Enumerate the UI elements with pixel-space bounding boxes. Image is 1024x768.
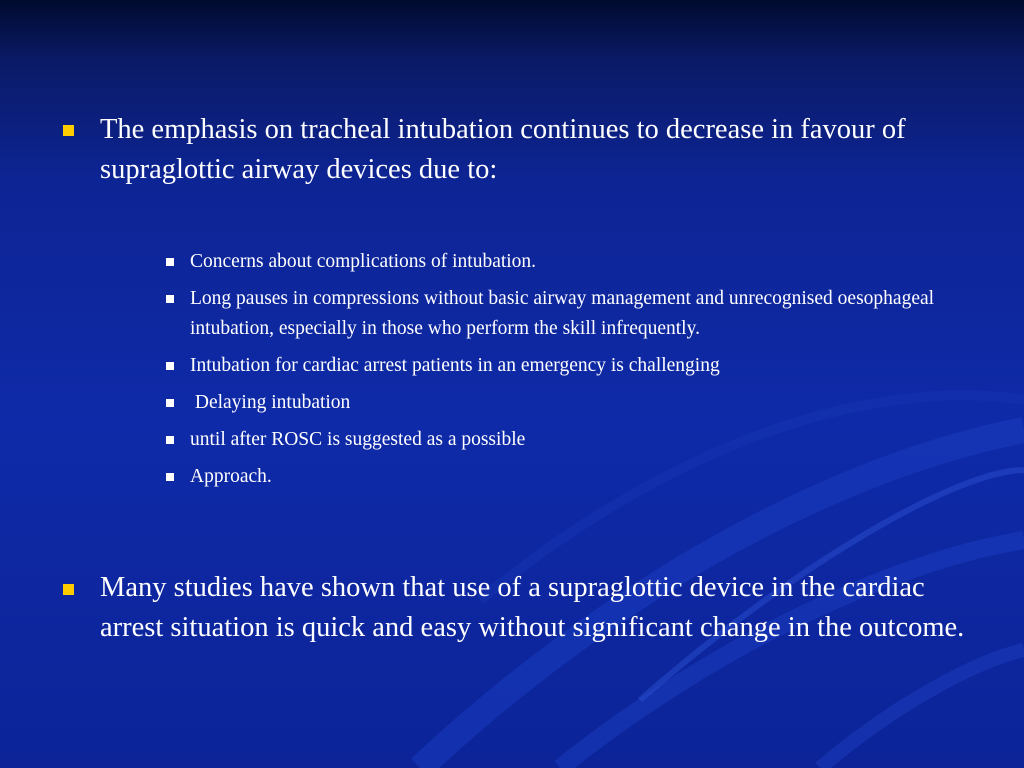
sub-bullet-marker [166,473,174,481]
sub-bullet-marker [166,362,174,370]
sub-bullet-item [190,247,950,277]
sub-bullet-list [190,247,950,499]
sub-bullet-item [190,351,950,381]
sub-bullet-item [190,425,950,455]
sub-bullet-marker [166,295,174,303]
sub-bullet-text: Long pauses in compressions without basic airway management and unrecognised oesophageal intubation, especially in those who perform the skill infrequently. [190,288,935,339]
sub-bullet-text: until after ROSC is suggested as a possible [190,429,526,450]
bullet-text-2: Many studies have shown that use of a supraglottic device in the cardiac arrest situation is quick and easy without significant change in the outcome. [100,572,965,643]
bullet-text-1: The emphasis on tracheal intubation continues to decrease in favour of supraglottic airway devices due to: [100,114,906,185]
sub-bullet-marker [166,258,174,266]
sub-bullet-item [190,388,950,418]
bullet-marker-2 [63,584,74,595]
sub-bullet-item [190,462,950,492]
sub-bullet-item [190,284,950,344]
sub-bullet-text: Delaying intubation [190,392,351,413]
sub-bullet-text: Intubation for cardiac arrest patients in an emergency is challenging [190,355,720,376]
sub-bullet-marker [166,436,174,444]
sub-bullet-text: Concerns about complications of intubation. [190,251,537,272]
sub-bullet-text: Approach. [190,466,272,487]
sub-bullet-marker [166,399,174,407]
bullet-marker-1 [63,125,74,136]
